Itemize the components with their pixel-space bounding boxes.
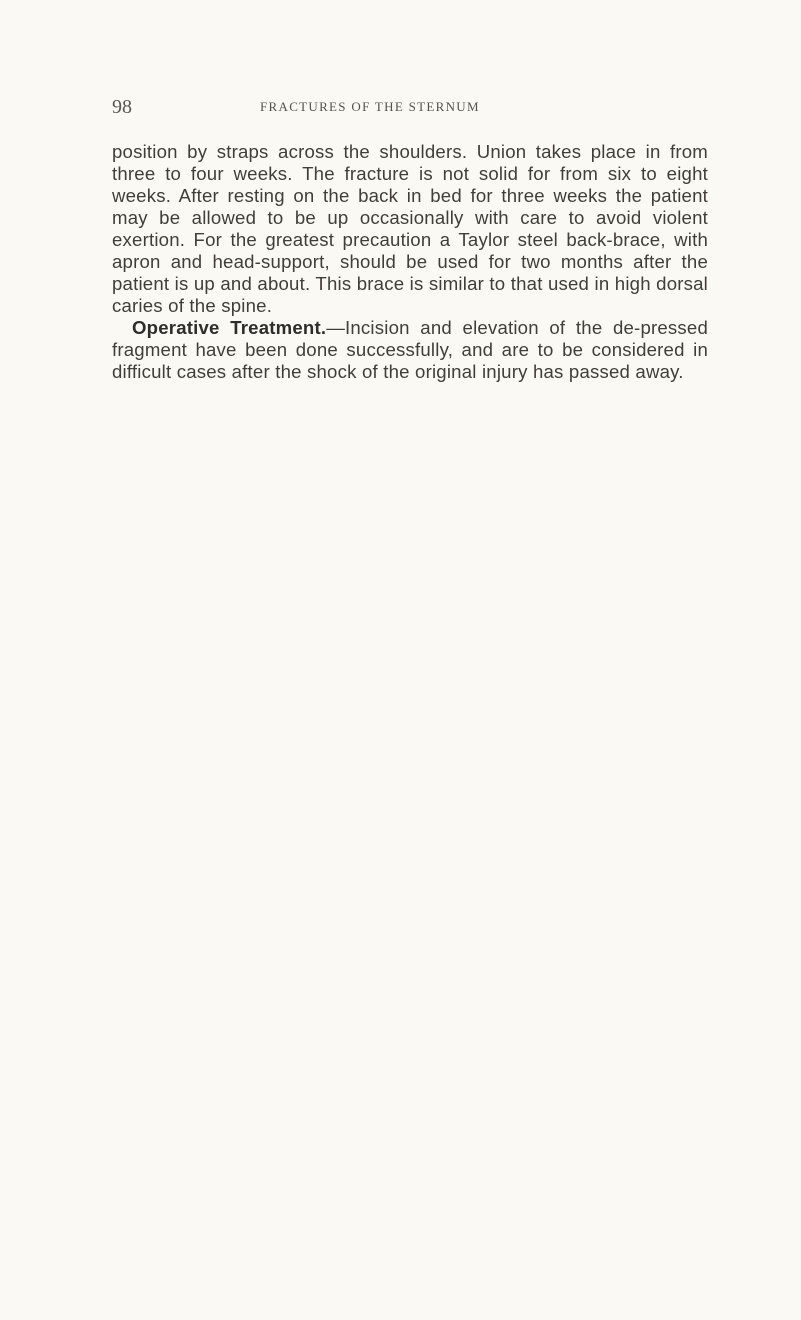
page-number: 98: [112, 96, 132, 118]
body-text: [112, 141, 708, 383]
page-header: [112, 95, 712, 119]
running-head: FRACTURES OF THE STERNUM: [260, 99, 480, 114]
paragraph-2: [112, 317, 708, 383]
paragraph-1: position by straps across the shoulders. Union takes place in from three to four weeks. The fracture is not solid for from six to eight weeks. After resting on the back in bed for three weeks the patient may be allowed to be up occasionally with care to avoid violent exertion. For the greatest precaution a Taylor steel back-brace, with apron and head-support, should be used for two months after the patient is up and about. This brace is similar to that used in high dorsal caries of the spine.: [112, 141, 708, 316]
section-heading-operative-treatment: Operative Treatment.: [132, 317, 327, 338]
paragraph-2-text: —Incision and elevation of the de-pressed fragment have been done successfully, and are to be considered in difficult cases after the shock of the original injury has passed away.: [112, 317, 708, 382]
